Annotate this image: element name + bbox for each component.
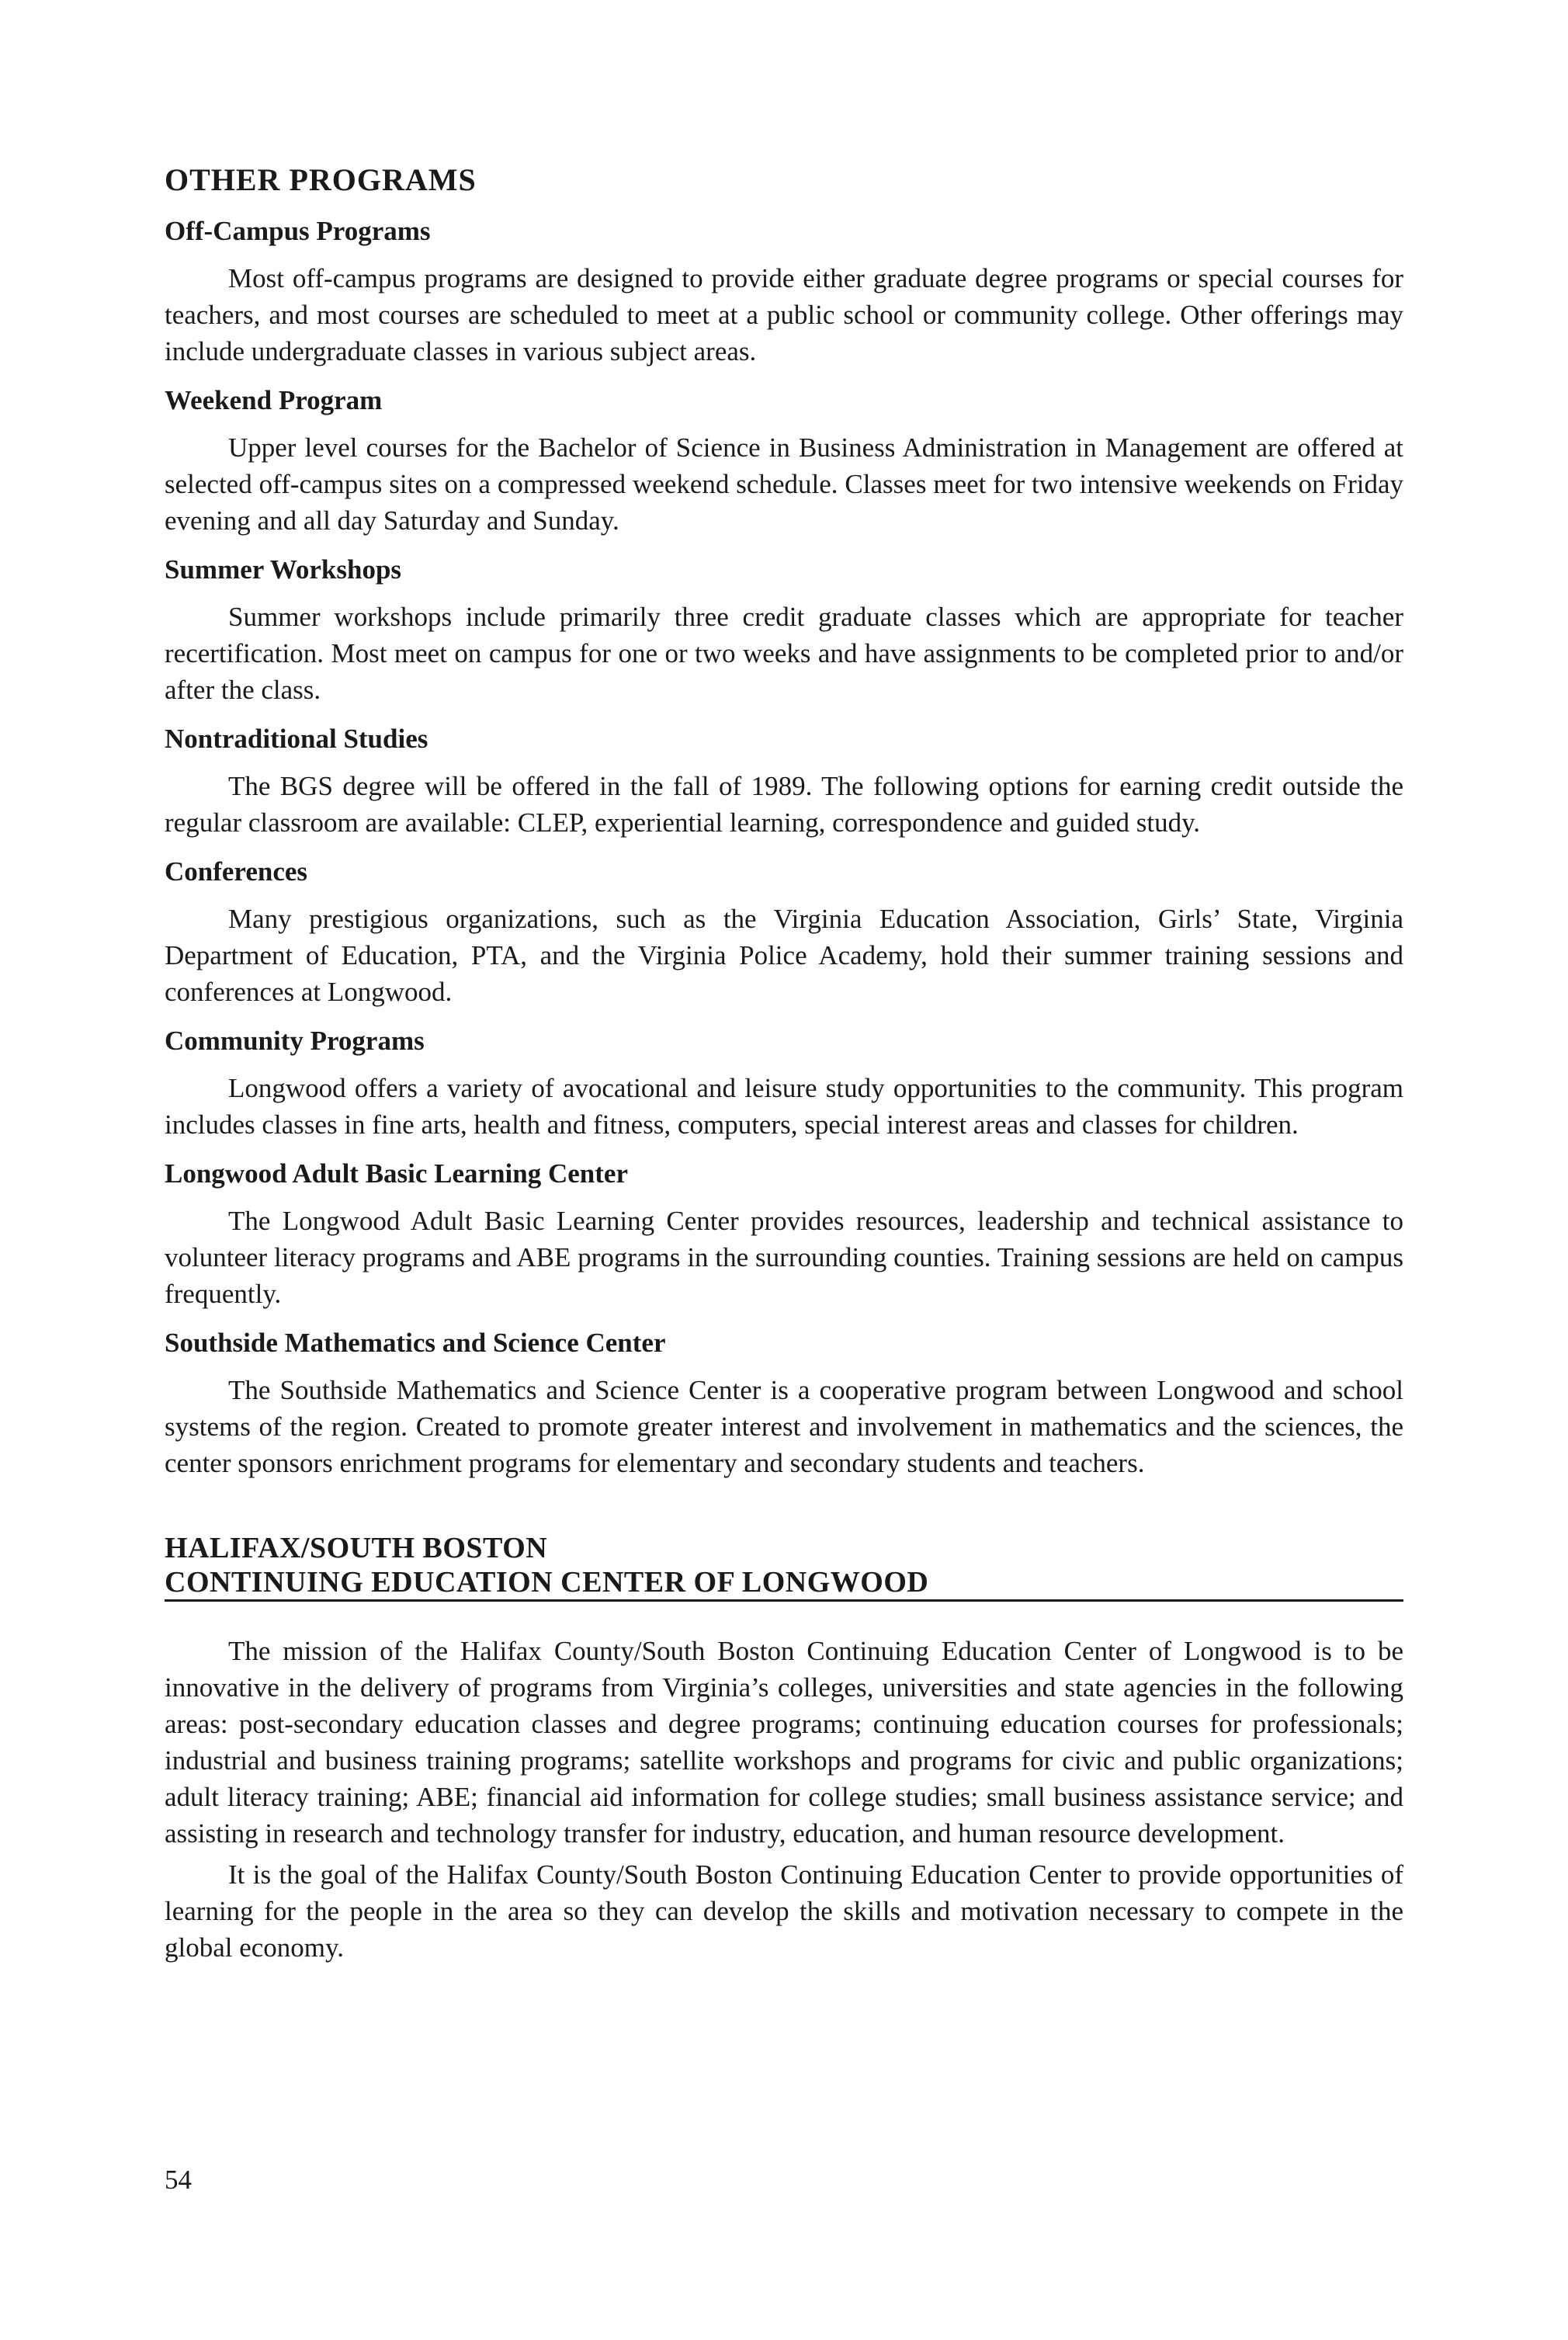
section-heading: Community Programs <box>165 1026 425 1056</box>
section-paragraph: Most off-campus programs are designed to provide either graduate degree programs or special courses for teachers, and most courses are scheduled to meet at a public school or community college. Other offerings may include undergraduate classes in various subject areas. <box>165 263 1403 366</box>
section-heading: Weekend Program <box>165 385 383 415</box>
page-number: 54 <box>165 2165 192 2195</box>
section-southside-math-science-center <box>165 1329 1403 1481</box>
section-nontraditional-studies <box>165 725 1403 841</box>
section-heading: Longwood Adult Basic Learning Center <box>165 1158 628 1189</box>
section-paragraph: Many prestigious organizations, such as the Virginia Education Association, Girls’ State, Virginia Department of Education, PTA, and the Virginia Police Academy, hold their summer training sessions and conferences at Longwood. <box>165 904 1403 1007</box>
halifax-heading-line2: CONTINUING EDUCATION CENTER OF LONGWOOD <box>165 1565 1403 1602</box>
main-heading: OTHER PROGRAMS <box>165 162 477 197</box>
page-content <box>165 162 1403 1966</box>
section-paragraph: Summer workshops include primarily three credit graduate classes which are appropriate for teacher recertification. Most meet on campus for one or two weeks and have assignments to be completed prior to and/or after the class. <box>165 602 1403 705</box>
halifax-paragraph-mission: The mission of the Halifax County/South Boston Continuing Education Center of Longwood is to be innovative in the delivery of programs from Virginia’s colleges, universities and state agencies in the following areas: post-secondary education classes and degree programs; continuing education courses for professionals; industrial and business training programs; satellite workshops and programs for civic and public organizations; adult literacy training; ABE; financial aid information for college studies; small business assistance service; and assisting in research and technology transfer for industry, education, and human resource development. <box>165 1636 1403 1849</box>
section-adult-basic-learning-center <box>165 1160 1403 1312</box>
halifax-heading-line1: HALIFAX/SOUTH BOSTON <box>165 1532 548 1564</box>
halifax-paragraph-goal: It is the goal of the Halifax County/South Boston Continuing Education Center to provide opportunities of learning for the people in the area so they can develop the skills and motivation necessary to compete in the global economy. <box>165 1859 1403 1963</box>
section-heading: Off-Campus Programs <box>165 216 431 246</box>
section-paragraph: The BGS degree will be offered in the fall of 1989. The following options for earning credit outside the regular classroom are available: CLEP, experiential learning, correspondence and guided study. <box>165 771 1403 838</box>
section-weekend-program <box>165 387 1403 539</box>
section-heading: Southside Mathematics and Science Center <box>165 1328 666 1358</box>
section-paragraph: The Southside Mathematics and Science Center is a cooperative program between Longwood and school systems of the region. Created to promote greater interest and involvement in mathematics and the sciences, the center sponsors enrichment programs for elementary and secondary students and teachers. <box>165 1375 1403 1478</box>
section-summer-workshops <box>165 556 1403 708</box>
section-off-campus-programs <box>165 217 1403 370</box>
halifax-heading <box>165 1531 1403 1602</box>
section-paragraph: Longwood offers a variety of avocational and leisure study opportunities to the community. This program includes classes in fine arts, health and fitness, computers, special interest areas and classes for children. <box>165 1073 1403 1140</box>
section-heading: Summer Workshops <box>165 554 402 585</box>
section-paragraph: Upper level courses for the Bachelor of Science in Business Administration in Management are offered at selected off-campus sites on a compressed weekend schedule. Classes meet for two intensive weekends on Friday evening and all day Saturday and Sunday. <box>165 432 1403 536</box>
section-heading: Conferences <box>165 856 308 887</box>
section-heading: Nontraditional Studies <box>165 724 428 754</box>
section-conferences <box>165 858 1403 1010</box>
section-community-programs <box>165 1027 1403 1143</box>
section-paragraph: The Longwood Adult Basic Learning Center provides resources, leadership and technical assistance to volunteer literacy programs and ABE programs in the surrounding counties. Training sessions are held on campus frequently. <box>165 1206 1403 1309</box>
